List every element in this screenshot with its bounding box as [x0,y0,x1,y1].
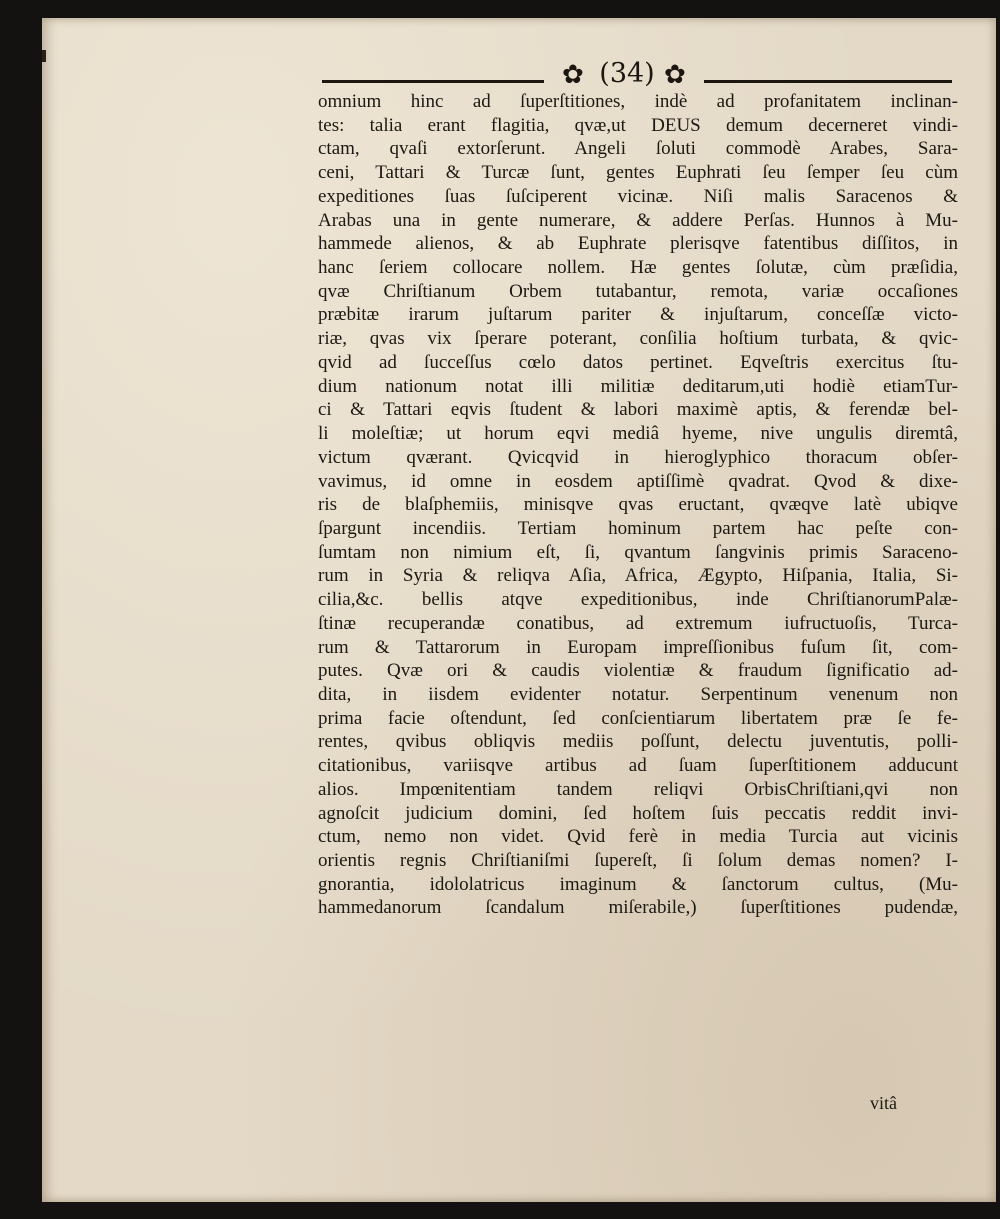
ornament-right-icon: ✿ [664,60,686,90]
text-line: Arabas una in gente numerare, & addere Perſas. Hunnos à Mu- [318,209,958,231]
header-rule-right [704,80,952,83]
text-line: ſtinæ recuperandæ conatibus, ad extremum iufructuoſis, Turca- [318,612,958,634]
text-line: prima facie oſtendunt, ſed conſcientiarum libertatem præ ſe fe- [318,707,958,729]
text-line: ci & Tattari eqvis ſtudent & labori maximè aptis, & ferendæ bel- [318,399,958,421]
text-line: vavimus, id omne in eosdem aptiſſimè qvadrat. Qvod & dixe- [318,470,958,492]
ornament-left-icon: ✿ [562,60,584,90]
text-line: dita, in iisdem evidenter notatur. Serpentinum venenum non [318,683,958,705]
text-line: hammedanorum ſcandalum miſerabile,) ſuperſtitiones pudendæ, [318,897,958,919]
text-line: rum in Syria & reliqva Aſia, Africa, Ægypto, Hiſpania, Italia, Si- [318,565,958,587]
text-line: ctum, nemo non videt. Qvid ferè in media Turcia aut vicinis [318,826,958,848]
text-line: rentes, qvibus obliqvis mediis poſſunt, delectu juventutis, polli- [318,731,958,753]
text-line: li moleſtiæ; ut horum eqvi mediâ hyeme, nive ungulis diremtâ, [318,423,958,445]
body-text [318,90,958,920]
text-line: qvid ad ſucceſſus cœlo datos pertinet. Eqveſtris exercitus ſtu- [318,351,958,373]
text-line: expeditiones ſuas ſuſciperent vicinæ. Niſi malis Saracenos & [318,185,958,207]
text-line: dium nationum notat illi militiæ deditarum,uti hodiè etiamTur- [318,375,958,397]
text-line: putes. Qvæ ori & caudis violentiæ & fraudum ſignificatio ad- [318,660,958,682]
text-line: cilia,&c. bellis atqve expeditionibus, inde ChriſtianorumPalæ- [318,589,958,611]
page-number: (34) [599,58,655,89]
page-header [322,56,952,92]
text-line: citationibus, variisqve artibus ad ſuam ſuperſtitionem adducunt [318,755,958,777]
text-line: ris de blaſphemiis, minisqve qvas eructant, qvæqve latè ubiqve [318,494,958,516]
text-line: rum & Tattarorum in Europam impreſſionibus fuſum ſit, com- [318,636,958,658]
catchword: vitâ [870,1093,897,1113]
text-line: tes: talia erant flagitia, qvæ,ut DEUS demum decerneret vindi- [318,114,958,136]
text-line: ſumtam non nimium eſt, ſi, qvantum ſangvinis primis Saraceno- [318,541,958,563]
text-line: alios. Impœnitentiam tandem reliqvi OrbisChriſtiani,qvi non [318,778,958,800]
text-line: victum qværant. Qvicqvid in hieroglyphico thoracum obſer- [318,446,958,468]
text-line: hanc ſeriem collocare nollem. Hæ gentes ſolutæ, cùm præſidia, [318,257,958,279]
text-line: riæ, qvas vix ſperare poterant, conſilia hoſtium turbata, & qvic- [318,328,958,350]
text-line: hammede alienos, & ab Euphrate plerisqve fatentibus diſſitos, in [318,233,958,255]
text-line: ſpargunt incendiis. Tertiam hominum partem hac peſte con- [318,517,958,539]
text-line: orientis regnis Chriſtianiſmi ſupereſt, ſi ſolum demas nomen? I- [318,850,958,871]
text-line: ctam, qvaſi extorſerunt. Angeli ſoluti commodè Arabes, Sara- [318,138,958,160]
text-line: gnorantia, idololatricus imaginum & ſanctorum cultus, (Mu- [318,873,958,895]
text-line: omnium hinc ad ſuperſtitiones, indè ad profanitatem inclinan- [318,91,958,112]
text-line: præbitæ irarum juſtarum pariter & injuſtarum, conceſſæ victo- [318,304,958,326]
text-line: agnoſcit judicium domini, ſed hoſtem ſuis peccatis reddit invi- [318,802,958,824]
binding-mark [42,50,46,62]
text-line: qvæ Chriſtianum Orbem tutabantur, remota, variæ occaſiones [318,280,958,302]
header-rule-left [322,80,544,83]
text-line: ceni, Tattari & Turcæ ſunt, gentes Euphrati ſeu ſemper ſeu cùm [318,162,958,184]
